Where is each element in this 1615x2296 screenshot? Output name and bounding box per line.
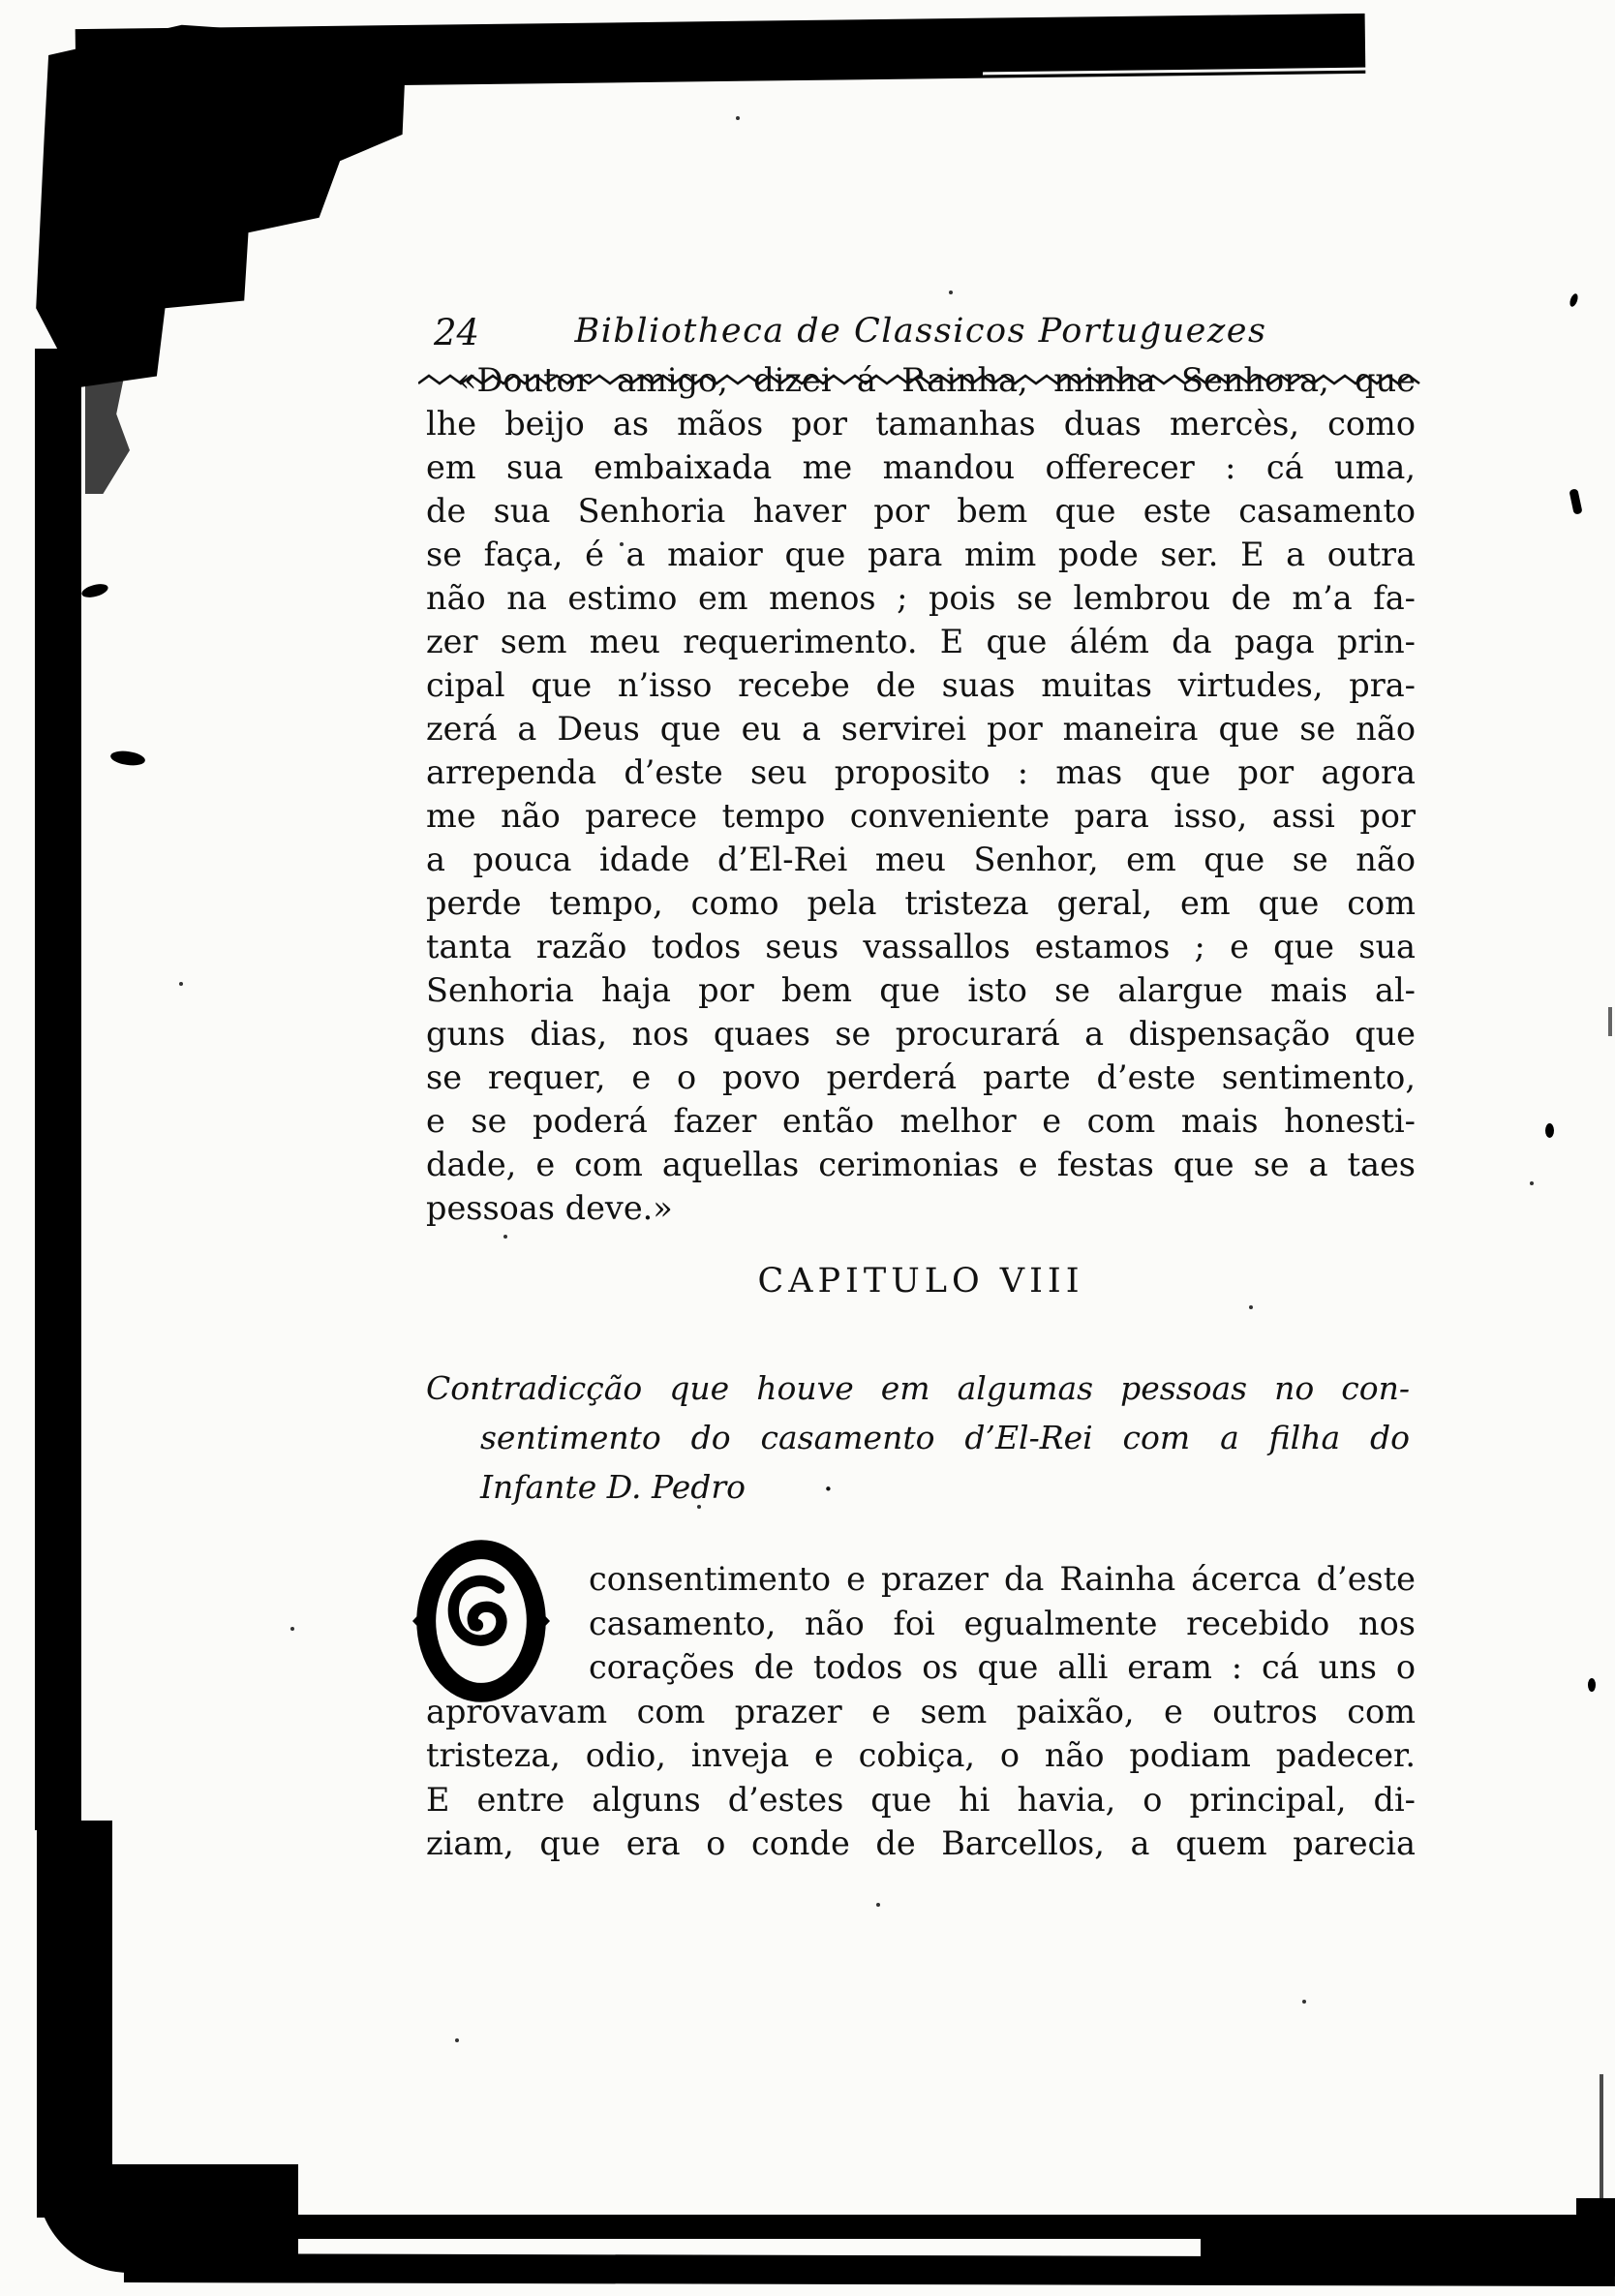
text-line: zerá a Deus que eu a servirei por maneira que se não: [426, 710, 1416, 748]
text-line: consentimento e prazer da Rainha ácerca d’este: [589, 1560, 1416, 1598]
text-line: corações de todos os que alli eram : cá uns o: [589, 1648, 1416, 1686]
text-line: guns dias, nos quaes se procurará a dispensação que: [426, 1015, 1416, 1053]
text-line: se requer, e o povo perderá parte d’este sentimento,: [426, 1058, 1416, 1096]
drop-cap-initial-o: [412, 1536, 550, 1706]
text-line: zer sem meu requerimento. E que álém da paga prin-: [426, 623, 1416, 660]
text-line: aprovavam com prazer e sem paixão, e outros com: [426, 1692, 1416, 1730]
page-number: 24: [434, 312, 480, 353]
text-line: e se poderá fazer então melhor e com mais honesti-: [426, 1102, 1416, 1140]
text-line: casamento, não foi egualmente recebido nos: [589, 1604, 1416, 1642]
text-line: de sua Senhoria haver por bem que este casamento: [426, 492, 1416, 530]
text-line: E entre alguns d’estes que hi havia, o principal, di-: [426, 1780, 1416, 1819]
text-line: perde tempo, como pela tristeza geral, em que com: [426, 884, 1416, 922]
text-line: em sua embaixada me mandou offerecer : cá uma,: [426, 448, 1416, 486]
stray-ink-dot: .: [823, 1460, 834, 1499]
wavy-rule: [418, 372, 1421, 387]
text-line: se faça, é a maior que para mim pode ser. E a outra: [426, 536, 1416, 573]
ornate-o-icon: [412, 1536, 550, 1706]
text-line: tanta razão todos seus vassallos estamos ; e que sua: [426, 928, 1416, 965]
chapter-heading: CAPITULO VIII: [757, 1262, 1084, 1301]
subtitle-line: Infante D. Pedro: [480, 1468, 746, 1506]
opening-paragraph: [426, 1557, 1416, 1866]
text-line: tristeza, odio, inveja e cobiça, o não podiam padecer.: [426, 1736, 1416, 1774]
running-title: Bibliotheca de Classicos Portuguezes: [574, 312, 1267, 351]
text-line: não na estimo em menos ; pois se lembrou de m’a fa-: [426, 579, 1416, 617]
text-line: dade, e com aquellas cerimonias e festas que se a taes: [426, 1146, 1416, 1183]
text-line: «Doutor amigo, dizei á Rainha, minha Senhora, que: [457, 361, 1416, 399]
text-line: Senhoria haja por bem que isto se alargue mais al-: [426, 971, 1416, 1009]
chapter-subtitle: [426, 1363, 1410, 1512]
text-line: pessoas deve.»: [426, 1189, 673, 1227]
text-line: me não parece tempo conveniente para isso, assi por: [426, 797, 1416, 835]
subtitle-line: Contradicção que houve em algumas pessoas no con-: [426, 1369, 1410, 1407]
text-line: a pouca idade d’El-Rei meu Senhor, em que se não: [426, 841, 1416, 878]
text-line: cipal que n’isso recebe de suas muitas virtudes, pra-: [426, 666, 1416, 704]
text-line: arrependa d’este seu proposito : mas que por agora: [426, 753, 1416, 791]
quote-paragraph: [426, 358, 1416, 1230]
text-line: lhe beijo as mãos por tamanhas duas mercès, como: [426, 405, 1416, 443]
subtitle-line: sentimento do casamento d’El-Rei com a filha do: [480, 1419, 1410, 1456]
running-header: [426, 312, 1416, 358]
text-line: ziam, que era o conde de Barcellos, a quem parecia: [426, 1824, 1416, 1862]
